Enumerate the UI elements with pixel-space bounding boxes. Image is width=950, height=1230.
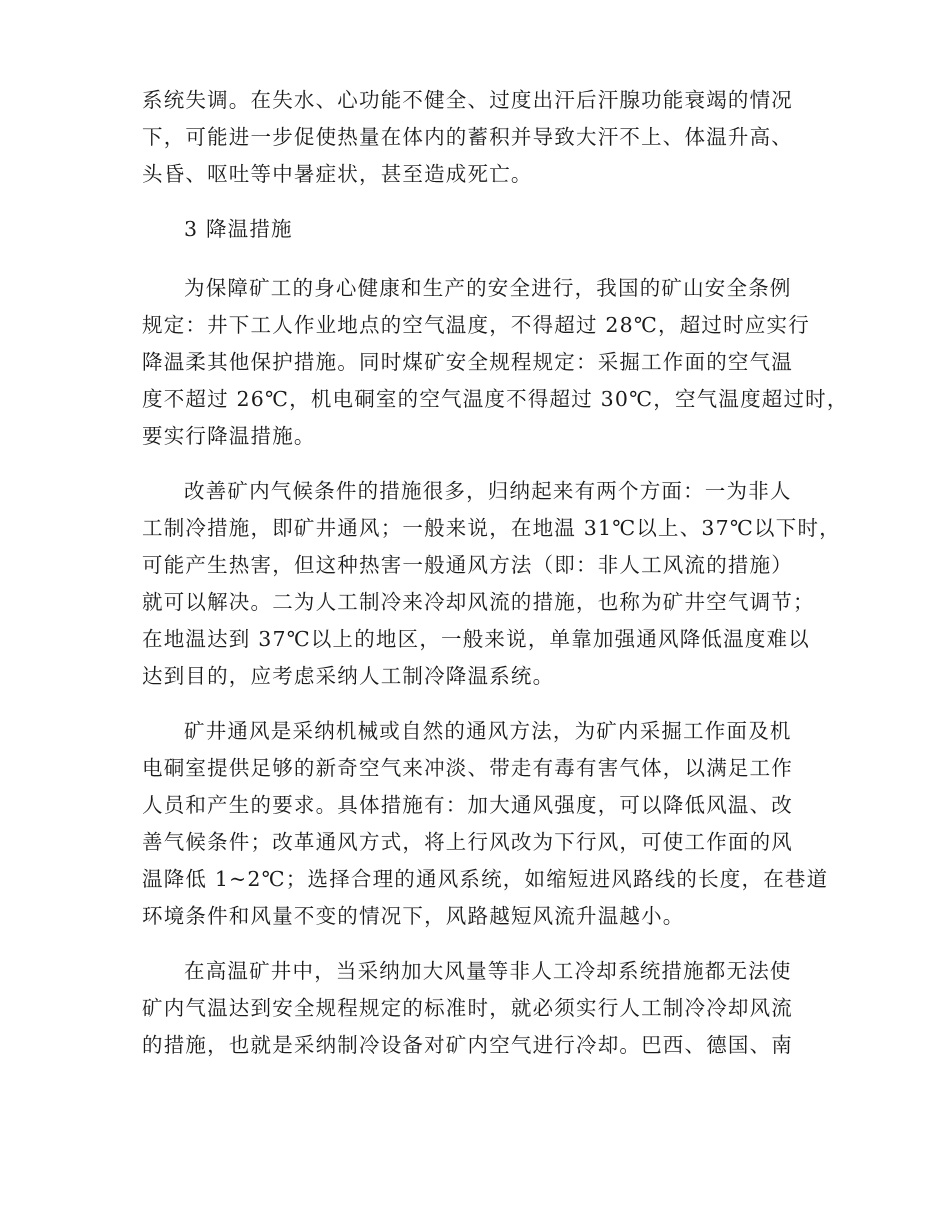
text-line: 系统失调。在失水、心功能不健全、过度出汗后汗腺功能衰竭的情况 [142, 88, 793, 112]
text-line: 头昏、呕吐等中暑症状，甚至造成死亡。 [142, 162, 533, 186]
text-line: 下，可能进一步促使热量在体内的蓄积并导致大汗不上、体温升高、 [142, 125, 793, 149]
text-line: 度不超过 26℃，机电硐室的空气温度不得超过 30℃，空气温度超过时， [142, 387, 849, 411]
paragraph-regulations [142, 270, 849, 455]
text-line: 工制冷措施，即矿井通风；一般来说，在地温 31℃以上、37℃以下时， [142, 516, 841, 540]
text-line: 就可以解决。二为人工制冷来冷却风流的措施，也称为矿井空气调节； [142, 590, 815, 614]
paragraph-ventilation [142, 713, 829, 935]
text-line: 的措施，也就是采纳制冷设备对矿内空气进行冷却。巴西、德国、南 [142, 1033, 793, 1057]
text-line: 矿井通风是采纳机械或自然的通风方法，为矿内采掘工作面及机 [184, 719, 792, 743]
text-line: 温降低 1~2℃；选择合理的通风系统，如缩短进风路线的长度，在巷道 [142, 867, 829, 891]
document-page [142, 82, 849, 1082]
text-line: 改善矿内气候条件的措施很多，归纳起来有两个方面：一为非人 [184, 479, 792, 503]
text-line: 要实行降温措施。 [142, 424, 316, 448]
text-line: 矿内气温达到安全规程规定的标准时，就必须实行人工制冷冷却风流 [142, 996, 793, 1020]
text-line: 在高温矿井中，当采纳加大风量等非人工冷却系统措施都无法使 [184, 959, 792, 983]
text-line: 可能产生热害，但这种热害一般通风方法（即：非人工风流的措施） [142, 553, 793, 577]
paragraph-refrigeration [142, 953, 810, 1064]
text-line: 降温柔其他保护措施。同时煤矿安全规程规定：采掘工作面的空气温 [142, 350, 793, 374]
text-line: 规定：井下工人作业地点的空气温度，不得超过 28℃，超过时应实行 [142, 313, 810, 337]
text-line: 环境条件和风量不变的情况下，风路越短风流升温越小。 [142, 904, 685, 928]
paragraph-measures [142, 473, 841, 695]
text-line: 电硐室提供足够的新奇空气来冲淡、带走有毒有害气体，以满足工作 [142, 756, 793, 780]
text-line: 在地温达到 37℃以上的地区，一般来说，单靠加强通风降低温度难以 [142, 627, 810, 651]
text-line: 为保障矿工的身心健康和生产的安全进行，我国的矿山安全条例 [184, 276, 792, 300]
paragraph-continuation [142, 82, 810, 193]
text-line: 人员和产生的要求。具体措施有：加大通风强度，可以降低风温、改 [142, 793, 793, 817]
text-line: 善气候条件；改革通风方式，将上行风改为下行风，可使工作面的风 [142, 830, 793, 854]
section-heading: 3 降温措施 [184, 217, 293, 241]
text-line: 达到目的，应考虑采纳人工制冷降温系统。 [142, 664, 555, 688]
